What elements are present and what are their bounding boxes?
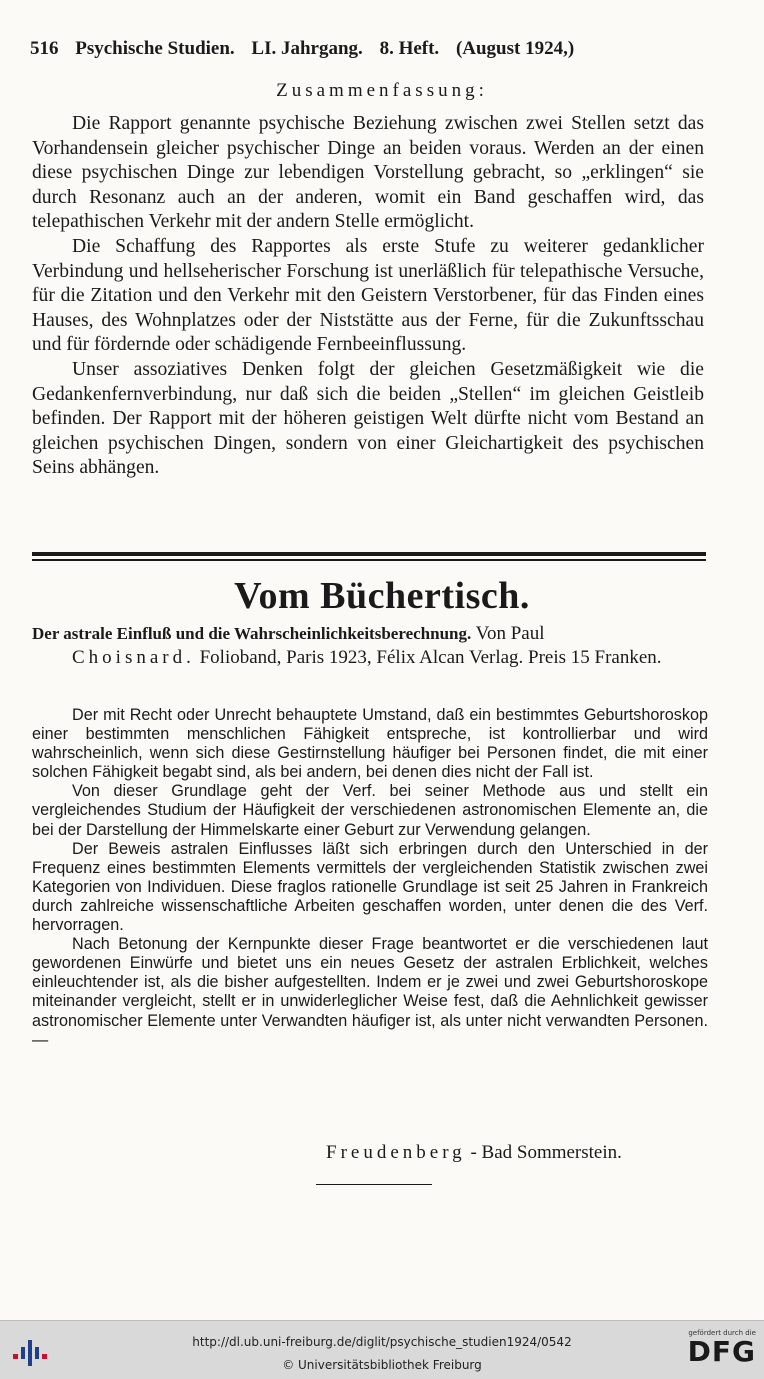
publication-details: Folioband, Paris 1923, Félix Alcan Verlag. Preis 15 Franken.	[199, 647, 662, 668]
book-title: Der astrale Einfluß und die Wahrscheinlichkeitsberechnung.	[32, 624, 472, 643]
section-divider-thin	[32, 559, 706, 561]
review-body	[32, 706, 708, 1050]
signature-name: Freudenberg	[326, 1142, 466, 1163]
viewer-footer	[0, 1320, 764, 1379]
permalink-url[interactable]: http://dl.ub.uni-freiburg.de/diglit/psychische_studien1924/0542	[192, 1335, 572, 1349]
summary-paragraph: Die Schaffung des Rapportes als erste Stufe zu weiterer gedanklicher Verbindung und hellseherischer Forschung ist unerläßlich für telepathische Versuche, für die Zitation und den Verkehr mit den Geistern Verstorbener, für das Finden eines Hauses, des Wohnplatzes oder der Niststätte aus der Ferne, für die Zukunftsschau und für fördernde oder schädigende Fernbeeinflussung.	[32, 235, 704, 356]
summary-paragraph: Unser assoziatives Denken folgt der gleichen Gesetzmäßigkeit wie die Gedankenfernverbindung, nur daß sich die beiden „Stellen“ im gleichen Geistleib befinden. Der Rapport mit der höheren geistigen Welt dürfte nicht vom Bestand an gleichen psychischen Dingen, sondern von einer Gleichartigkeit des psychischen Seins abhängen.	[32, 358, 704, 479]
section-title: Vom Büchertisch.	[234, 575, 530, 617]
author-surname: Choisnard.	[72, 647, 195, 668]
review-signature	[326, 1142, 686, 1164]
end-rule	[316, 1184, 432, 1185]
signature-place: - Bad Sommerstein.	[470, 1142, 622, 1163]
dfg-logo[interactable]	[676, 1329, 756, 1375]
summary-paragraph: Die Rapport genannte psychische Beziehung zwischen zwei Stellen setzt das Vorhandensein gleicher psychischer Dinge an beiden voraus. Werden an der einen diese psychischen Dinge zur lebendigen Vorstellung gebracht, so „erklingen“ sie durch Resonanz auch an der anderen, womit ein Band geschaffen wird, das telepathischen Verkehr mit der andern Stelle ermöglicht.	[32, 113, 704, 233]
page-number: 516	[30, 38, 59, 59]
review-paragraph: Der mit Recht oder Unrecht behauptete Umstand, daß ein bestimmtes Geburtshoroskop einer bestimmten menschlichen Fähigkeit entspreche, ist kontrollierbar und wird wahrscheinlich, wenn sich diese Gestirnstellung häufiger bei Personen findet, die mit einer solchen Fähigkeit begabt sind, als bei andern, bei denen dies nicht der Fall ist.	[32, 706, 708, 782]
summary-heading: Zusammenfassung:	[276, 80, 488, 101]
review-paragraph: Der Beweis astralen Einflusses läßt sich erbringen durch den Unterschied in der Frequenz eines bestimmten Elements vermittels der vergleichenden Statistik zwischen zwei Kategorien von Individuen. Diese fraglos rationelle Grundlage ist seit 25 Jahren in Frankreich durch zahlreiche wissenschaftliche Arbeiten geschaffen worden, unter denen die des Verf. hervorragen.	[32, 839, 708, 935]
volume: LI. Jahrgang.	[251, 38, 363, 59]
dfg-wordmark: DFG	[687, 1335, 756, 1368]
issue: 8. Heft.	[379, 38, 440, 59]
review-citation	[32, 622, 708, 670]
issue-date: (August 1924,)	[455, 38, 575, 59]
review-paragraph: Von dieser Grundlage geht der Verf. bei seiner Methode aus und stellt ein vergleichendes Studium der Häufigkeit der verschiedenen astronomischen Elemente an, die bei der Darstellung der Himmelskarte einer Geburt zur Verwendung gelangen.	[32, 782, 708, 839]
journal-name: Psychische Studien.	[75, 38, 235, 59]
summary-body	[32, 112, 704, 481]
funding-note: gefördert durch die	[688, 1329, 756, 1337]
copyright-notice: © Universitätsbibliothek Freiburg	[282, 1358, 482, 1372]
running-header	[30, 38, 710, 60]
section-divider-thick	[32, 552, 706, 556]
review-paragraph: Nach Betonung der Kernpunkte dieser Frage beantwortet er die verschiedenen laut gewordenen Einwürfe und bietet uns ein neues Gesetz der astralen Erblichkeit, welches einleuchtender ist, als die bisher aufgestellten. Indem er je zwei und zwei Geburtshoroskope miteinander vergleicht, stellt er in unwiderleglicher Weise fest, daß die Aehnlichkeit gewisser astronomischer Elemente unter Verwandten häufiger ist, als unter nicht verwandten Personen. —	[32, 935, 708, 1049]
review-by: Von Paul	[475, 623, 545, 644]
